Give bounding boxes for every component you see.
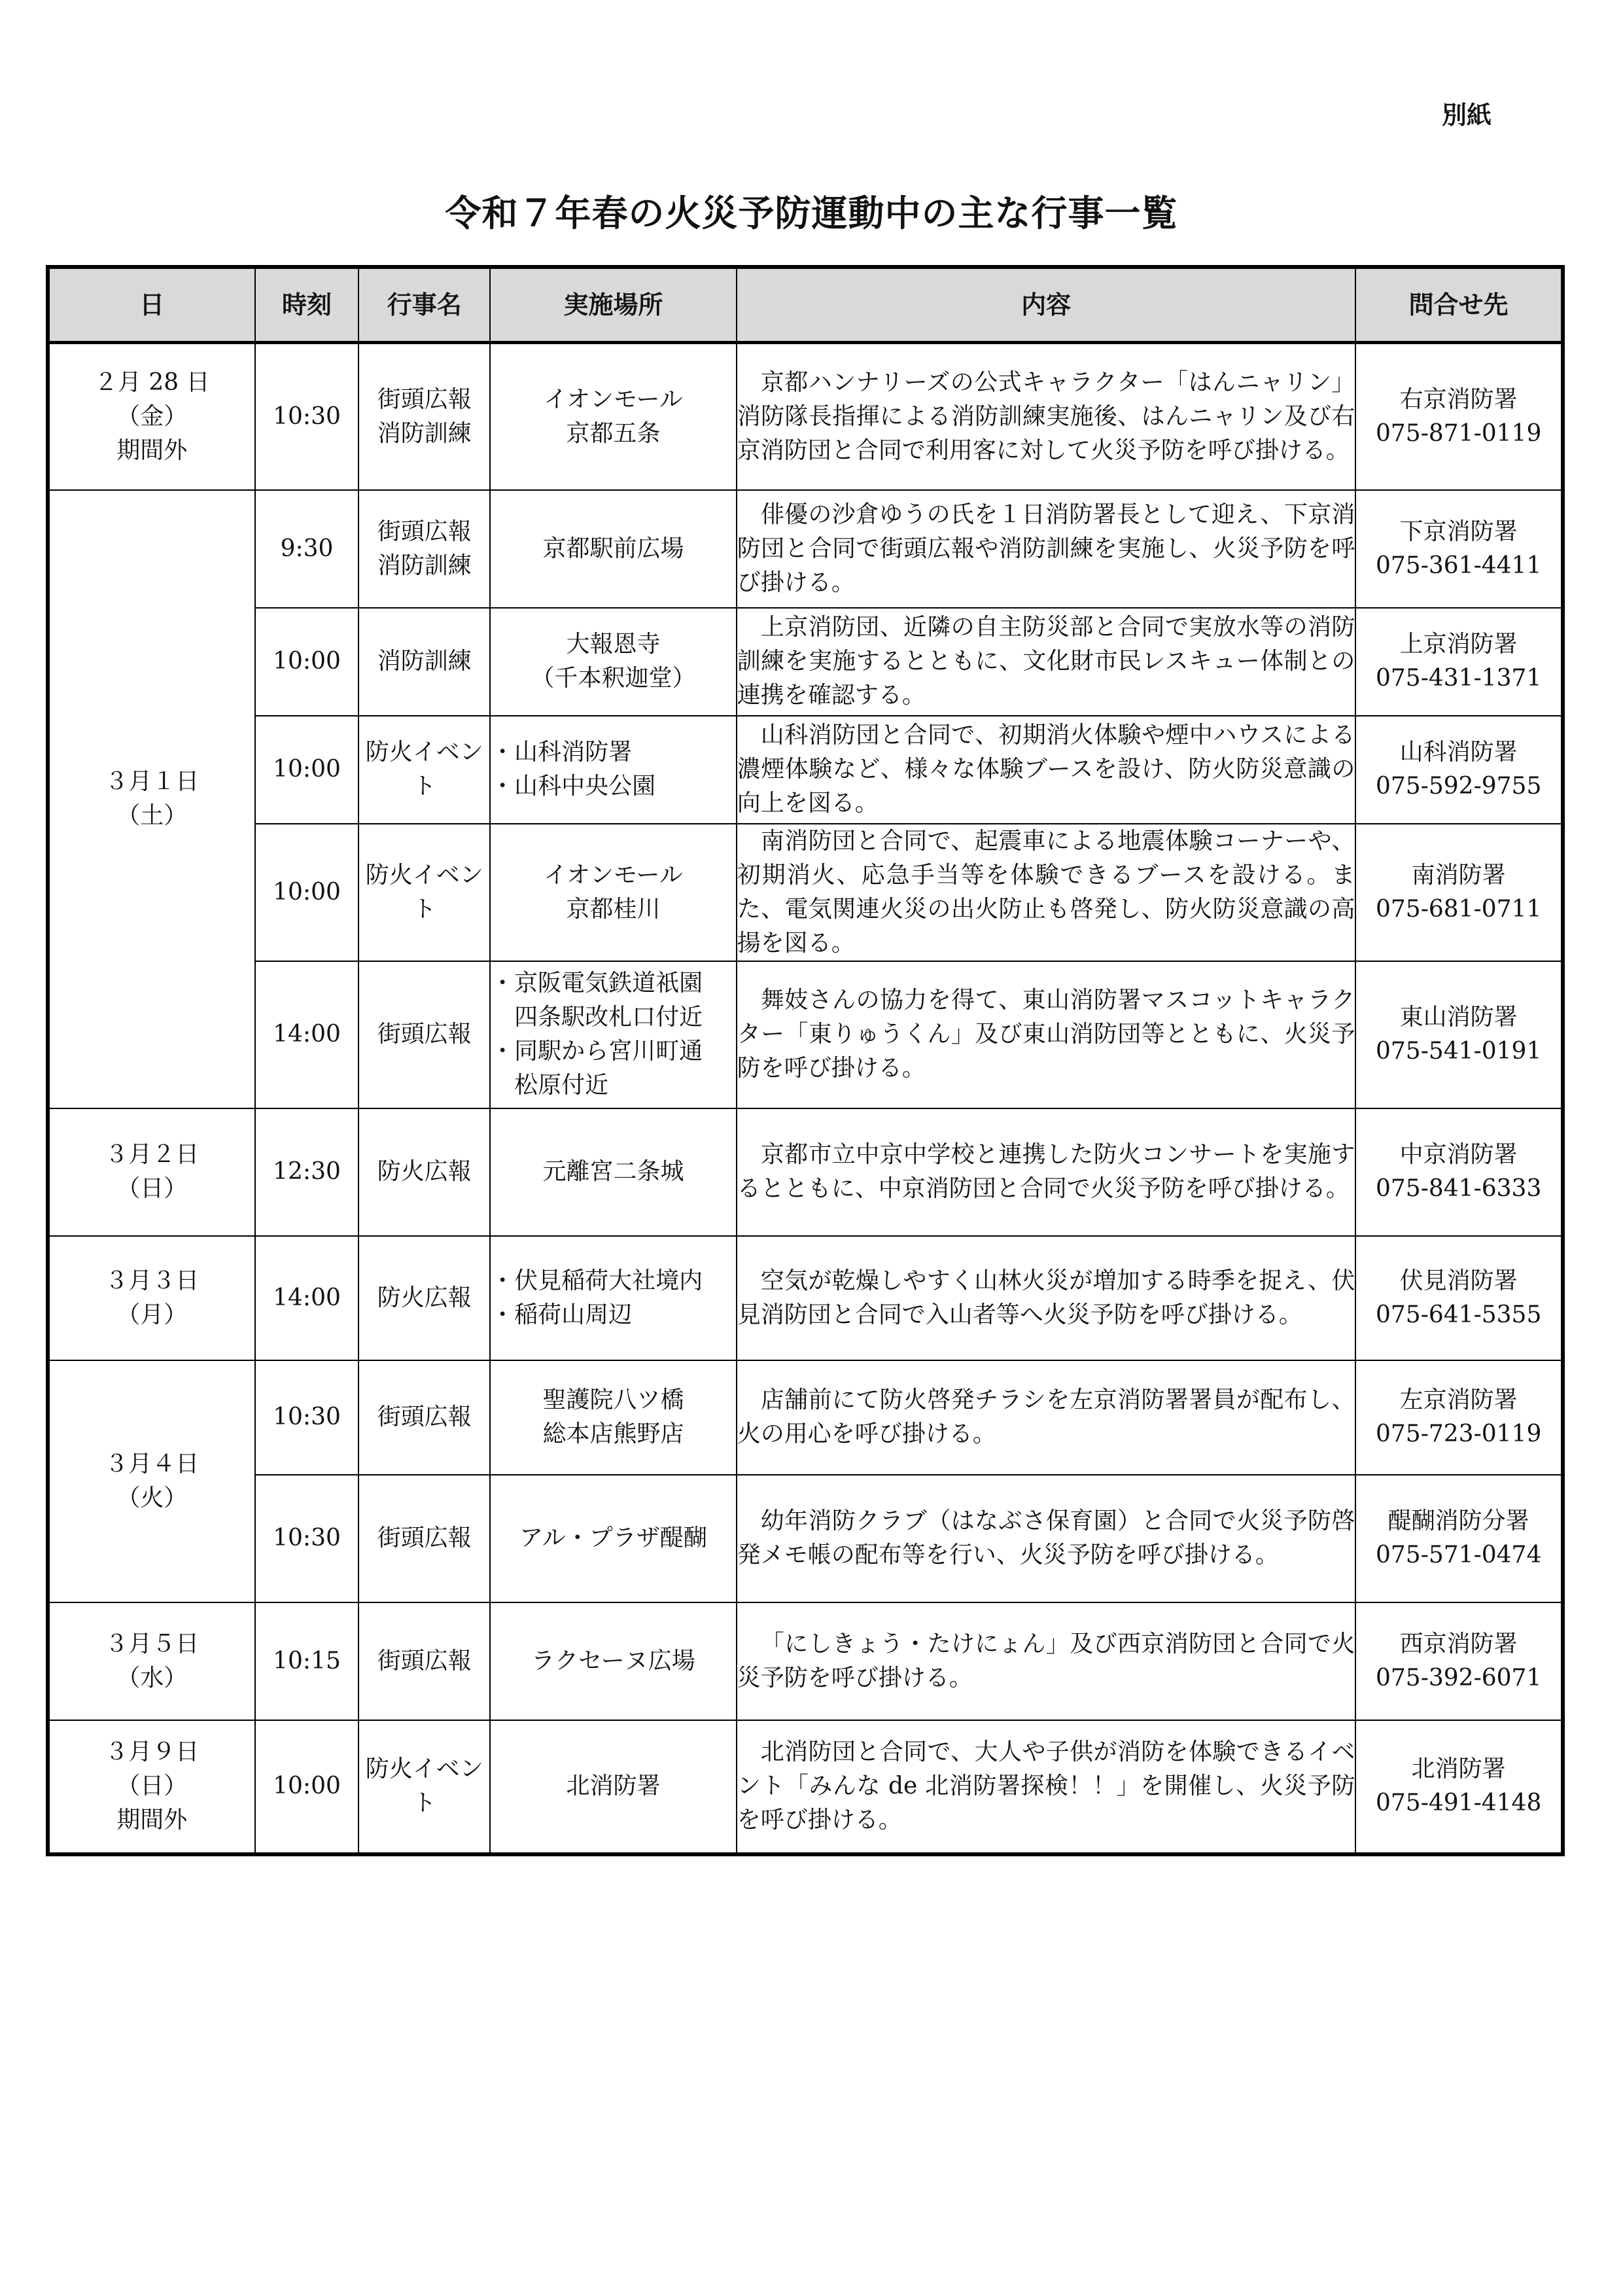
contact-station: 下京消防署 (1399, 518, 1518, 545)
date-line: （土） (116, 802, 188, 829)
contact-phone: 075-392-6071 (1375, 1664, 1542, 1691)
content-cell: 山科消防団と合同で、初期消火体験や煙中ハウスによる濃煙体験など、様々な体験ブースを設け、防火防災意識の向上を図る。 (737, 716, 1356, 824)
contact-station: 山科消防署 (1399, 739, 1518, 766)
contact-cell (1355, 490, 1563, 608)
time-cell: 10:00 (255, 824, 359, 961)
event-name-line: 消防訓練 (377, 419, 472, 447)
contact-station: 伏見消防署 (1399, 1267, 1518, 1294)
event-name-line: 街頭広報 (377, 385, 472, 413)
contact-phone: 075-723-0119 (1375, 1421, 1542, 1447)
date-line: ３月９日 (105, 1739, 200, 1765)
place-cell (490, 1602, 737, 1720)
place-cell (490, 608, 737, 716)
place-line: ・京阪電気鉄道祇園 (491, 970, 703, 997)
date-line: ２月 28 日 (94, 368, 210, 396)
date-line: （日） (116, 1175, 188, 1202)
table-header-row (48, 267, 1563, 343)
event-name-cell (358, 824, 490, 961)
contact-cell (1355, 824, 1563, 961)
date-cell (48, 1360, 255, 1602)
place-cell (490, 490, 737, 608)
event-name-line: 街頭広報 (377, 1404, 472, 1430)
place-line: 元離宮二条城 (542, 1158, 684, 1185)
table-row (48, 1720, 1563, 1854)
content-cell: 南消防団と合同で、起震車による地震体験コーナーや、初期消火、応急手当等を体験できるブースを設ける。また、電気関連火災の出火防止も啓発し、防火防災意識の高揚を図る。 (737, 824, 1356, 961)
place-line: 京都五条 (566, 419, 661, 447)
contact-phone: 075-681-0711 (1375, 895, 1542, 923)
date-line: ３月５日 (105, 1630, 200, 1657)
event-name-cell (358, 716, 490, 824)
time-cell: 10:00 (255, 608, 359, 716)
contact-station: 西京消防署 (1399, 1630, 1518, 1657)
date-line: ３月２日 (105, 1141, 200, 1168)
table-row (48, 1108, 1563, 1236)
place-cell (490, 716, 737, 824)
place-cell (490, 961, 737, 1108)
content-cell: 幼年消防クラブ（はなぶさ保育園）と合同で火災予防啓発メモ帳の配布等を行い、火災予防を呼び掛ける。 (737, 1475, 1356, 1602)
place-line: 四条駅改札口付近 (514, 1004, 703, 1031)
content-cell: 店舗前にて防火啓発チラシを左京消防署署員が配布し、火の用心を呼び掛ける。 (737, 1360, 1356, 1475)
contact-phone: 075-571-0474 (1375, 1542, 1542, 1568)
contact-station: 北消防署 (1411, 1756, 1506, 1782)
date-line: （月） (116, 1301, 188, 1328)
place-cell (490, 1360, 737, 1475)
contact-cell (1355, 716, 1563, 824)
place-line: 京都駅前広場 (542, 535, 684, 562)
place-line: アル・プラザ醍醐 (519, 1525, 707, 1551)
content-cell: 京都ハンナリーズの公式キャラクター「はんニャリン」消防隊長指揮による消防訓練実施後、はんニャリン及び右京消防団と合同で利用客に対して火災予防を呼び掛ける。 (737, 343, 1356, 490)
contact-station: 右京消防署 (1399, 385, 1518, 413)
time-cell: 10:15 (255, 1602, 359, 1720)
contact-phone: 075-491-4148 (1375, 1790, 1542, 1816)
place-line: イオンモール (544, 385, 683, 413)
content-cell: 空気が乾燥しやすく山林火災が増加する時季を捉え、伏見消防団と合同で入山者等へ火災予防を呼び掛ける。 (737, 1236, 1356, 1360)
date-cell (48, 1720, 255, 1854)
event-name-cell (358, 1720, 490, 1854)
content-cell: 俳優の沙倉ゆうの氏を１日消防署長として迎え、下京消防団と合同で街頭広報や消防訓練を実施し、火災予防を呼び掛ける。 (737, 490, 1356, 608)
contact-phone: 075-592-9755 (1375, 773, 1542, 800)
place-line: 総本店熊野店 (542, 1421, 684, 1447)
place-line: ・同駅から宮川町通 (491, 1038, 703, 1065)
event-name-line: 消防訓練 (377, 552, 472, 579)
content-cell: 「にしきょう・たけにょん」及び西京消防団と合同で火災予防を呼び掛ける。 (737, 1602, 1356, 1720)
date-line: ３月１日 (105, 768, 200, 795)
contact-phone: 075-841-6333 (1375, 1175, 1542, 1202)
contact-cell (1355, 1360, 1563, 1475)
event-name-line: 防火広報 (377, 1158, 472, 1185)
column-header-date: 日 (48, 267, 255, 343)
contact-phone: 075-431-1371 (1375, 665, 1542, 692)
place-line: 松原付近 (514, 1072, 609, 1099)
table-row (48, 1602, 1563, 1720)
event-name-cell (358, 1602, 490, 1720)
event-name-cell (358, 1360, 490, 1475)
contact-phone: 075-871-0119 (1375, 419, 1542, 447)
time-cell: 10:30 (255, 1475, 359, 1602)
contact-station: 左京消防署 (1399, 1386, 1518, 1413)
table-row (48, 824, 1563, 961)
place-line: イオンモール (544, 861, 683, 889)
place-cell (490, 1720, 737, 1854)
place-line: ・山科中央公園 (491, 773, 656, 800)
table-row (48, 490, 1563, 608)
place-line: ・山科消防署 (491, 739, 633, 766)
column-header-event-name: 行事名 (358, 267, 490, 343)
time-cell: 14:00 (255, 1236, 359, 1360)
date-line: ３月３日 (105, 1267, 200, 1294)
contact-cell (1355, 961, 1563, 1108)
table-row (48, 1360, 1563, 1475)
event-name-line: 街頭広報 (377, 1021, 472, 1048)
contact-station: 南消防署 (1411, 861, 1506, 889)
content-cell: 北消防団と合同で、大人や子供が消防を体験できるイベント「みんな de 北消防署探検！！」を開催し、火災予防を呼び掛ける。 (737, 1720, 1356, 1854)
place-line: 京都桂川 (566, 895, 661, 923)
date-line: 期間外 (116, 436, 188, 464)
date-cell (48, 1108, 255, 1236)
event-name-cell (358, 1108, 490, 1236)
contact-cell (1355, 1720, 1563, 1854)
table-row (48, 1236, 1563, 1360)
attachment-label: 別紙 (1441, 101, 1492, 130)
contact-phone: 075-541-0191 (1375, 1038, 1542, 1065)
table-row (48, 343, 1563, 490)
place-line: 聖護院八ツ橋 (542, 1386, 684, 1413)
date-line: （火） (116, 1484, 188, 1511)
event-name-line: 防火イベント (365, 739, 483, 800)
column-header-place: 実施場所 (490, 267, 737, 343)
contact-cell (1355, 1236, 1563, 1360)
contact-station: 東山消防署 (1399, 1004, 1518, 1031)
time-cell: 14:00 (255, 961, 359, 1108)
time-cell: 9:30 (255, 490, 359, 608)
time-cell: 10:00 (255, 1720, 359, 1854)
event-name-cell (358, 1236, 490, 1360)
contact-station: 醍醐消防分署 (1387, 1508, 1529, 1534)
event-name-cell (358, 608, 490, 716)
date-cell (48, 490, 255, 1108)
place-cell (490, 1236, 737, 1360)
contact-cell (1355, 1475, 1563, 1602)
content-cell: 上京消防団、近隣の自主防災部と合同で実放水等の消防訓練を実施するとともに、文化財市民レスキュー体制との連携を確認する。 (737, 608, 1356, 716)
contact-cell (1355, 608, 1563, 716)
place-line: ・稲荷山周辺 (491, 1301, 633, 1328)
content-cell: 舞妓さんの協力を得て、東山消防署マスコットキャラクター「東りゅうくん」及び東山消防団等とともに、火災予防を呼び掛ける。 (737, 961, 1356, 1108)
place-line: ・伏見稲荷大社境内 (491, 1267, 703, 1294)
place-cell (490, 1475, 737, 1602)
page-title: 令和７年春の火災予防運動中の主な行事一覧 (445, 192, 1178, 234)
event-name-line: 街頭広報 (377, 1647, 472, 1674)
place-cell (490, 824, 737, 961)
date-cell (48, 343, 255, 490)
event-name-cell (358, 961, 490, 1108)
time-cell: 10:30 (255, 1360, 359, 1475)
place-line: 北消防署 (566, 1773, 661, 1799)
place-line: 大報恩寺 (566, 631, 661, 658)
place-cell (490, 1108, 737, 1236)
event-name-line: 街頭広報 (377, 518, 472, 545)
table-row (48, 961, 1563, 1108)
place-line: （千本釈迦堂） (531, 665, 696, 692)
date-line: ３月４日 (105, 1450, 200, 1477)
table-row (48, 1475, 1563, 1602)
time-cell: 12:30 (255, 1108, 359, 1236)
table-row (48, 608, 1563, 716)
contact-station: 中京消防署 (1399, 1141, 1518, 1168)
event-name-cell (358, 1475, 490, 1602)
contact-phone: 075-361-4411 (1375, 552, 1542, 579)
time-cell: 10:30 (255, 343, 359, 490)
events-table (46, 265, 1565, 1856)
time-cell: 10:00 (255, 716, 359, 824)
contact-station: 上京消防署 (1399, 631, 1518, 658)
table-row (48, 716, 1563, 824)
contact-cell (1355, 1602, 1563, 1720)
event-name-line: 街頭広報 (377, 1525, 472, 1551)
column-header-time: 時刻 (255, 267, 359, 343)
contact-cell (1355, 1108, 1563, 1236)
event-name-cell (358, 490, 490, 608)
date-line: （水） (116, 1664, 188, 1691)
event-name-line: 防火イベント (365, 861, 483, 923)
event-name-cell (358, 343, 490, 490)
date-line: （金） (116, 402, 188, 430)
date-cell (48, 1236, 255, 1360)
content-cell: 京都市立中京中学校と連携した防火コンサートを実施するとともに、中京消防団と合同で火災予防を呼び掛ける。 (737, 1108, 1356, 1236)
date-cell (48, 1602, 255, 1720)
event-name-line: 防火広報 (377, 1284, 472, 1311)
column-header-content: 内容 (737, 267, 1356, 343)
date-line: 期間外 (116, 1807, 188, 1833)
event-name-line: 消防訓練 (377, 648, 472, 675)
contact-cell (1355, 343, 1563, 490)
place-cell (490, 343, 737, 490)
contact-phone: 075-641-5355 (1375, 1301, 1542, 1328)
event-name-line: 防火イベント (365, 1756, 483, 1816)
place-line: ラクセーヌ広場 (531, 1647, 695, 1674)
date-line: （日） (116, 1773, 188, 1799)
column-header-contact: 問合せ先 (1355, 267, 1563, 343)
events-table-body (48, 343, 1563, 1854)
